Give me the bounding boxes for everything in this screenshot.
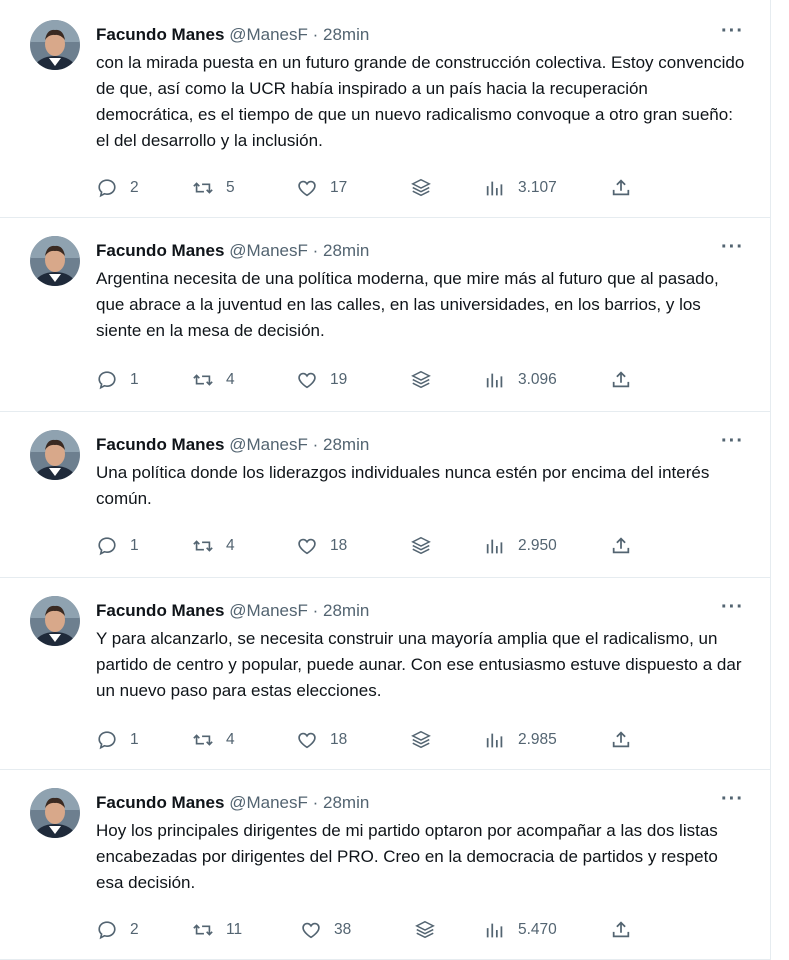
share-button[interactable] bbox=[610, 368, 632, 392]
tweet-actions bbox=[96, 534, 656, 558]
stack-icon bbox=[410, 369, 432, 391]
reply-count: 1 bbox=[130, 371, 139, 388]
reply-button[interactable] bbox=[96, 728, 139, 752]
share-icon bbox=[610, 177, 632, 199]
tweet-text: Argentina necesita de una política moderna, que mire más al futuro que al pasado, que abrace a la juventud en las calles, en las universidades, en los barrios, y los siente en la mesa de decisión. bbox=[96, 269, 719, 340]
avatar-image bbox=[30, 596, 80, 646]
views-button[interactable] bbox=[484, 176, 557, 200]
tweet-actions bbox=[96, 728, 656, 752]
share-button[interactable] bbox=[610, 534, 632, 558]
views-count: 2.950 bbox=[518, 537, 557, 554]
retweet-count: 5 bbox=[226, 179, 235, 196]
heart-icon bbox=[296, 177, 318, 199]
avatar[interactable] bbox=[30, 788, 80, 838]
tweet[interactable] bbox=[0, 770, 770, 960]
tweet[interactable] bbox=[0, 412, 770, 578]
author-handle[interactable]: @ManesF bbox=[229, 793, 308, 812]
reply-button[interactable] bbox=[96, 534, 139, 558]
stack-button[interactable] bbox=[410, 728, 432, 752]
timestamp[interactable]: 28min bbox=[323, 601, 370, 620]
retweet-icon bbox=[192, 919, 214, 941]
stack-button[interactable] bbox=[410, 534, 432, 558]
more-icon[interactable]: ··· bbox=[721, 788, 744, 810]
views-icon bbox=[484, 919, 506, 941]
reply-icon bbox=[96, 919, 118, 941]
tweet-text: Y para alcanzarlo, se necesita construir una mayoría amplia que el radicalismo, un partido de centro y popular, puede aunar. Con ese entusiasmo estuve dispuesto a dar un nuevo paso para estas elecciones. bbox=[96, 629, 742, 700]
views-count: 5.470 bbox=[518, 921, 557, 938]
separator-dot: · bbox=[312, 435, 319, 454]
retweet-count: 4 bbox=[226, 731, 235, 748]
reply-count: 1 bbox=[130, 731, 139, 748]
author-name[interactable]: Facundo Manes bbox=[96, 601, 225, 620]
views-count: 2.985 bbox=[518, 731, 557, 748]
tweet[interactable] bbox=[0, 578, 770, 770]
like-button[interactable] bbox=[300, 918, 351, 942]
like-count: 17 bbox=[330, 179, 348, 196]
views-icon bbox=[484, 369, 506, 391]
reply-icon bbox=[96, 177, 118, 199]
tweet-header bbox=[96, 434, 369, 456]
separator-dot: · bbox=[312, 241, 319, 260]
stack-button[interactable] bbox=[410, 176, 432, 200]
stack-button[interactable] bbox=[414, 918, 436, 942]
avatar-image bbox=[30, 788, 80, 838]
avatar[interactable] bbox=[30, 236, 80, 286]
avatar[interactable] bbox=[30, 596, 80, 646]
views-count: 3.107 bbox=[518, 179, 557, 196]
retweet-button[interactable] bbox=[192, 534, 235, 558]
author-handle[interactable]: @ManesF bbox=[229, 25, 308, 44]
views-icon bbox=[484, 177, 506, 199]
retweet-button[interactable] bbox=[192, 728, 235, 752]
timestamp[interactable]: 28min bbox=[323, 241, 370, 260]
like-button[interactable] bbox=[296, 176, 347, 200]
views-icon bbox=[484, 535, 506, 557]
reply-icon bbox=[96, 729, 118, 751]
like-button[interactable] bbox=[296, 728, 347, 752]
more-icon[interactable]: ··· bbox=[721, 430, 744, 452]
avatar-image bbox=[30, 20, 80, 70]
share-button[interactable] bbox=[610, 176, 632, 200]
views-button[interactable] bbox=[484, 368, 557, 392]
reply-count: 2 bbox=[130, 921, 139, 938]
views-button[interactable] bbox=[484, 728, 557, 752]
author-name[interactable]: Facundo Manes bbox=[96, 241, 225, 260]
retweet-icon bbox=[192, 369, 214, 391]
heart-icon bbox=[296, 535, 318, 557]
tweet-text: Una política donde los liderazgos individuales nunca estén por encima del interés común. bbox=[96, 463, 710, 508]
retweet-count: 11 bbox=[226, 921, 243, 938]
views-button[interactable] bbox=[484, 534, 557, 558]
like-count: 38 bbox=[334, 921, 352, 938]
tweet-header bbox=[96, 600, 369, 622]
tweet-header bbox=[96, 24, 369, 46]
stack-icon bbox=[414, 919, 436, 941]
like-count: 19 bbox=[330, 371, 348, 388]
tweet-actions bbox=[96, 368, 656, 392]
tweet-text: Hoy los principales dirigentes de mi partido optaron por acompañar a las dos listas encabezadas por dirigentes del PRO. Creo en la democracia de partidos y respeto esa decisión. bbox=[96, 821, 718, 892]
author-handle[interactable]: @ManesF bbox=[229, 601, 308, 620]
heart-icon bbox=[300, 919, 322, 941]
share-icon bbox=[610, 729, 632, 751]
like-count: 18 bbox=[330, 537, 348, 554]
timestamp[interactable]: 28min bbox=[323, 25, 370, 44]
tweet-text: con la mirada puesta en un futuro grande de construcción colectiva. Estoy convencido de que, así como la UCR había inspirado a un país hacia la recuperación democrática, es el tiempo de que un nuevo radicalismo convoque a otro gran sueño: el del desarrollo y la inclusión. bbox=[96, 53, 745, 150]
like-count: 18 bbox=[330, 731, 348, 748]
tweet[interactable] bbox=[0, 218, 770, 412]
more-icon[interactable]: ··· bbox=[721, 20, 744, 42]
reply-button[interactable] bbox=[96, 176, 139, 200]
share-button[interactable] bbox=[610, 918, 632, 942]
share-icon bbox=[610, 919, 632, 941]
reply-button[interactable] bbox=[96, 918, 139, 942]
tweet-header bbox=[96, 792, 369, 814]
separator-dot: · bbox=[312, 793, 319, 812]
heart-icon bbox=[296, 729, 318, 751]
heart-icon bbox=[296, 369, 318, 391]
retweet-icon bbox=[192, 729, 214, 751]
author-handle[interactable]: @ManesF bbox=[229, 435, 308, 454]
separator-dot: · bbox=[312, 25, 319, 44]
timestamp[interactable]: 28min bbox=[323, 793, 370, 812]
stack-icon bbox=[410, 535, 432, 557]
author-name[interactable]: Facundo Manes bbox=[96, 435, 225, 454]
reply-count: 1 bbox=[130, 537, 139, 554]
more-icon[interactable]: ··· bbox=[721, 596, 744, 618]
retweet-icon bbox=[192, 177, 214, 199]
tweet-actions bbox=[96, 176, 656, 200]
avatar-image bbox=[30, 430, 80, 480]
views-icon bbox=[484, 729, 506, 751]
tweet-actions bbox=[96, 918, 656, 942]
author-handle[interactable]: @ManesF bbox=[229, 241, 308, 260]
retweet-button[interactable] bbox=[192, 176, 235, 200]
avatar[interactable] bbox=[30, 20, 80, 70]
tweet[interactable] bbox=[0, 0, 770, 218]
author-name[interactable]: Facundo Manes bbox=[96, 25, 225, 44]
retweet-icon bbox=[192, 535, 214, 557]
tweet-header bbox=[96, 240, 369, 262]
like-button[interactable] bbox=[296, 534, 347, 558]
like-button[interactable] bbox=[296, 368, 347, 392]
stack-icon bbox=[410, 729, 432, 751]
views-count: 3.096 bbox=[518, 371, 557, 388]
retweet-button[interactable] bbox=[192, 368, 235, 392]
share-icon bbox=[610, 535, 632, 557]
reply-icon bbox=[96, 535, 118, 557]
share-icon bbox=[610, 369, 632, 391]
retweet-count: 4 bbox=[226, 537, 235, 554]
avatar[interactable] bbox=[30, 430, 80, 480]
author-name[interactable]: Facundo Manes bbox=[96, 793, 225, 812]
share-button[interactable] bbox=[610, 728, 632, 752]
retweet-button[interactable] bbox=[192, 918, 242, 942]
reply-count: 2 bbox=[130, 179, 139, 196]
retweet-count: 4 bbox=[226, 371, 235, 388]
timestamp[interactable]: 28min bbox=[323, 435, 370, 454]
views-button[interactable] bbox=[484, 918, 557, 942]
avatar-image bbox=[30, 236, 80, 286]
reply-button[interactable] bbox=[96, 368, 139, 392]
stack-button[interactable] bbox=[410, 368, 432, 392]
more-icon[interactable]: ··· bbox=[721, 236, 744, 258]
separator-dot: · bbox=[312, 601, 319, 620]
stack-icon bbox=[410, 177, 432, 199]
reply-icon bbox=[96, 369, 118, 391]
